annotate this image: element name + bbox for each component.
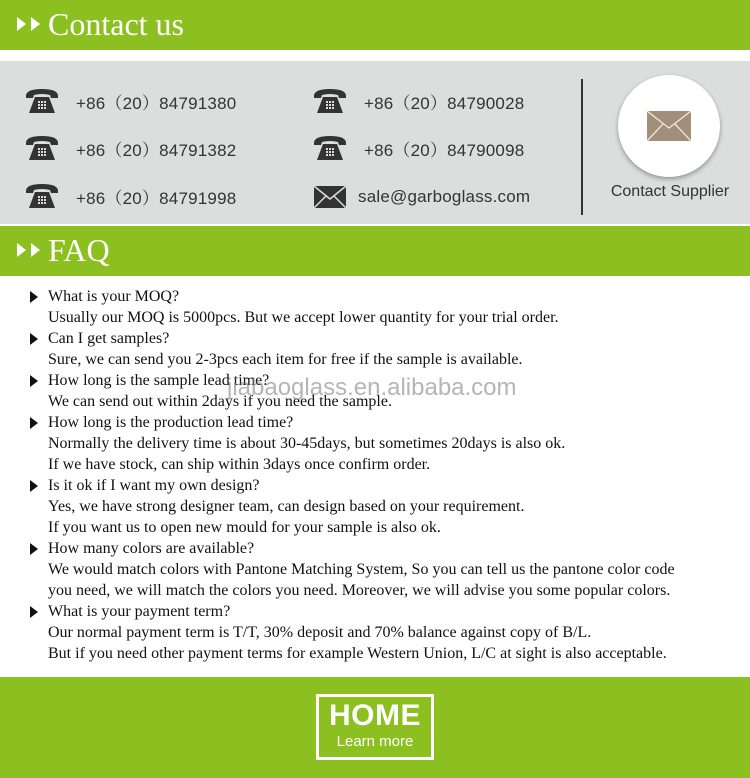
vertical-divider xyxy=(581,79,583,215)
triangle-bullet-icon xyxy=(30,375,38,387)
phone-icon xyxy=(24,181,60,211)
faq-answer: Sure, we can send you 2-3pcs each item for free if the sample is available. xyxy=(48,351,523,368)
faq-item xyxy=(0,286,750,328)
faq-question: How long is the production lead time? xyxy=(48,414,294,431)
faq-question: How long is the sample lead time? xyxy=(48,372,270,389)
email-row xyxy=(312,179,530,215)
triangle-bullet-icon xyxy=(30,291,38,303)
envelope-icon xyxy=(312,182,348,212)
faq-answer: Yes, we have strong designer team, can design based on your requirement. xyxy=(48,498,525,515)
contact-panel xyxy=(0,61,750,224)
learn-more-link[interactable]: Learn more xyxy=(336,733,414,750)
contact-header xyxy=(0,0,750,50)
faq-item xyxy=(0,412,750,475)
faq-answer: you need, we will match the colors you need. Moreover, we will advise you some popular colors. xyxy=(48,582,671,599)
faq-question: What is your payment term? xyxy=(48,603,231,620)
triangle-bullet-icon xyxy=(30,333,38,345)
supplier-circle[interactable] xyxy=(618,75,720,177)
faq-answer: If you want us to open new mould for your sample is also ok. xyxy=(48,519,441,536)
faq-item xyxy=(0,328,750,370)
phone-row xyxy=(24,178,236,214)
faq-item xyxy=(0,601,750,664)
triangle-bullet-icon xyxy=(30,543,38,555)
contact-supplier-label[interactable]: Contact Supplier xyxy=(610,183,730,200)
faq-question: How many colors are available? xyxy=(48,540,255,557)
phone-number[interactable]: +86（20）84791382 xyxy=(76,140,237,160)
home-label[interactable]: HOME xyxy=(329,699,421,732)
phone-number[interactable]: +86（20）84790028 xyxy=(364,93,525,113)
contact-title: Contact us xyxy=(48,6,184,42)
faq-title: FAQ xyxy=(48,232,110,268)
phone-row xyxy=(24,83,236,119)
faq-question: Can I get samples? xyxy=(48,330,170,347)
home-button[interactable] xyxy=(316,694,434,760)
faq-answer: We would match colors with Pantone Matching System, So you can tell us the pantone color code xyxy=(48,561,675,578)
double-arrow-icon xyxy=(17,17,43,31)
phone-row xyxy=(312,83,524,119)
triangle-bullet-icon xyxy=(30,480,38,492)
faq-answer: Normally the delivery time is about 30-45days, but sometimes 20days is also ok. xyxy=(48,435,566,452)
faq-answer: If we have stock, can ship within 3days once confirm order. xyxy=(48,456,431,473)
phone-number[interactable]: +86（20）84791998 xyxy=(76,188,237,208)
footer-banner xyxy=(0,677,750,778)
phone-number[interactable]: +86（20）84790098 xyxy=(364,140,525,160)
phone-number[interactable]: +86（20）84791380 xyxy=(76,93,237,113)
faq-answer: Our normal payment term is T/T, 30% deposit and 70% balance against copy of B/L. xyxy=(48,624,592,641)
email-link[interactable]: sale@garboglass.com xyxy=(358,187,531,206)
phone-row xyxy=(312,130,524,166)
phone-icon xyxy=(312,133,348,163)
faq-header xyxy=(0,226,750,276)
faq-answer: But if you need other payment terms for example Western Union, L/C at sight is also acceptable. xyxy=(48,645,667,662)
watermark: jiabaoglass.en.alibaba.com xyxy=(227,374,517,401)
faq-answer: Usually our MOQ is 5000pcs. But we accept lower quantity for your trial order. xyxy=(48,309,559,326)
faq-item xyxy=(0,538,750,601)
phone-icon xyxy=(312,86,348,116)
faq-question: Is it ok if I want my own design? xyxy=(48,477,260,494)
phone-icon xyxy=(24,86,60,116)
envelope-icon xyxy=(647,111,691,141)
triangle-bullet-icon xyxy=(30,417,38,429)
faq-answer: We can send out within 2days if you need the sample. xyxy=(48,393,392,410)
triangle-bullet-icon xyxy=(30,606,38,618)
faq-question: What is your MOQ? xyxy=(48,288,180,305)
faq-list xyxy=(0,286,750,664)
faq-item xyxy=(0,475,750,538)
double-arrow-icon xyxy=(17,243,43,257)
phone-icon xyxy=(24,133,60,163)
phone-row xyxy=(24,130,236,166)
